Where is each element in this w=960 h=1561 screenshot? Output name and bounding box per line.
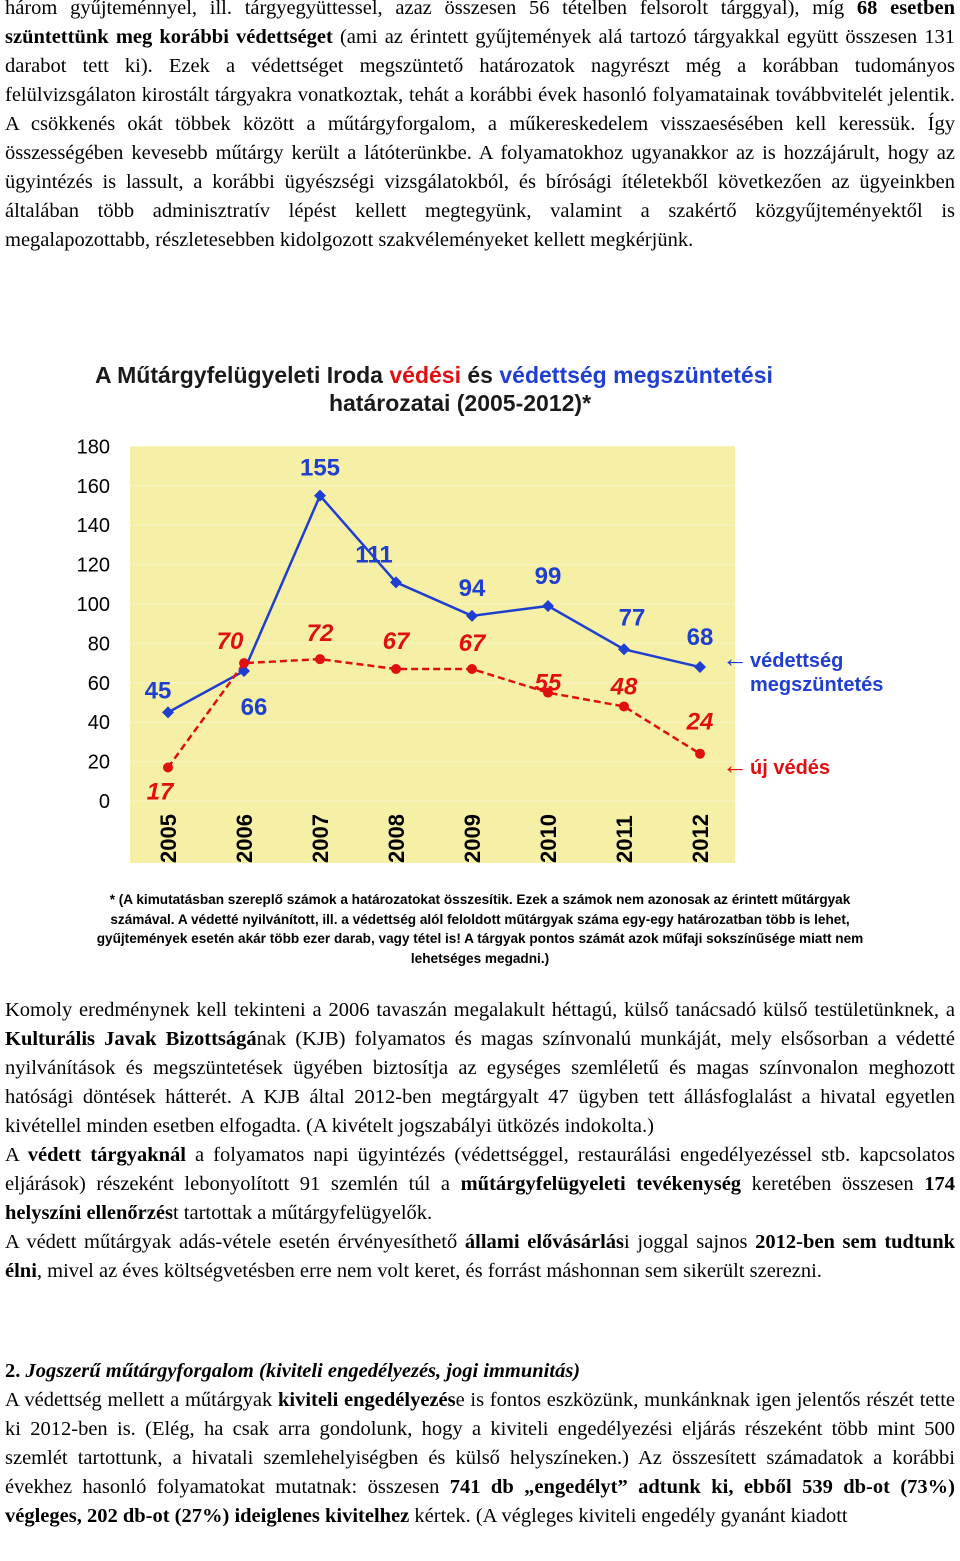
legend-note-blue-line-1: védettség xyxy=(750,650,844,672)
pre-bold-1: állami elővásárlás xyxy=(464,1231,625,1253)
insp-bold-3: 174 helyszíni ellenőrzés xyxy=(5,1173,955,1224)
data-label-blue-2008: 111 xyxy=(355,541,393,569)
insp-text-1: A xyxy=(5,1144,28,1166)
legend-arrow-blue: ← xyxy=(722,643,748,673)
intro-paragraph xyxy=(5,0,955,255)
exp-text-3: kértek. (A végleges kiviteli engedély gyanánt kiadott xyxy=(409,1505,848,1527)
insp-text-4: t tartottak a műtárgyfelügyelők. xyxy=(172,1202,433,1224)
x-tick-label-2010: 2010 xyxy=(536,814,561,863)
insp-bold-1: védett tárgyaknál xyxy=(27,1144,186,1166)
kjb-text-1: Komoly eredménynek kell tekinteni a 2006 tavaszán megalakult héttagú, külső tanácsadó külső testületünknek, a xyxy=(5,999,955,1021)
legend-arrow-red: ← xyxy=(722,750,748,780)
data-label-blue-2005: 45 xyxy=(144,677,172,705)
pre-text-2: i joggal sajnos xyxy=(624,1231,756,1253)
footnote-line-1: * (A kimutatásban szereplő számok a határozatokat összesítik. Ezek a számok nem azonosak az érintett műtárgyak xyxy=(109,892,851,907)
pre-bold-2: 2012-ben sem tudtunk élni xyxy=(5,1231,955,1282)
y-tick-label-120: 120 xyxy=(76,554,110,577)
footnote-line-3: gyűjtemények esetén akár több ezer darab, vagy tétel is! A tárgyak pontos számát azok műfaji sokszínűsége miatt nem xyxy=(96,931,864,946)
x-tick-label-2005: 2005 xyxy=(156,814,181,863)
y-tick-label-60: 60 xyxy=(87,672,110,695)
insp-bold-2: műtárgyfelügyeleti tevékenység xyxy=(460,1173,742,1195)
section-2-number: 2. xyxy=(5,1360,26,1382)
x-tick-label-2007: 2007 xyxy=(308,814,333,863)
chart-svg xyxy=(0,355,960,885)
data-label-red-2009: 67 xyxy=(458,630,486,658)
chart-footnote xyxy=(0,890,960,968)
marker-red-2009 xyxy=(467,664,477,674)
exp-text-2: e is fontos eszközünk, munkánknak igen jelentős részét tette ki 2012-ben is. (Elég, ha csak arra gondolunk, hogy a kiviteli engedélyezési eljárás részeként több mint 500 szemlét tartottunk, a hivatali szemlehelyiségben és külső helyszíneken.) Az összesített számadatok a korábbi évekhez hasonló folyamatokat mutatnak: összesen xyxy=(5,1389,955,1498)
y-tick-label-180: 180 xyxy=(76,436,110,459)
intro-text-1: három gyűjteménnyel, ill. tárgyegyüttessel, azaz összesen 56 tételben felsorolt tárggyal), míg xyxy=(5,0,857,19)
data-label-red-2012: 24 xyxy=(686,708,714,736)
chart-title-line-2: határozatai (2005-2012)* xyxy=(328,390,592,416)
body-paragraphs xyxy=(5,996,955,1286)
chart-title-part-1: védési xyxy=(389,362,461,388)
legend-note-blue-line-2: megszüntetés xyxy=(750,674,884,696)
marker-red-2011 xyxy=(619,701,629,711)
kjb-paragraph xyxy=(5,996,955,1141)
marker-red-2006 xyxy=(239,658,249,668)
chart-title-part-2: és xyxy=(460,362,500,388)
marker-red-2008 xyxy=(391,664,401,674)
marker-red-2005 xyxy=(163,763,173,773)
data-label-red-2005: 17 xyxy=(146,778,174,806)
data-label-red-2010: 55 xyxy=(534,669,562,697)
y-tick-label-40: 40 xyxy=(87,712,110,735)
chart-title-part-0: A Műtárgyfelügyeleti Iroda xyxy=(95,362,390,388)
section-2-title: Jogszerű műtárgyforgalom (kiviteli engedélyezés, jogi immunitás) xyxy=(25,1360,581,1382)
y-tick-label-140: 140 xyxy=(76,515,110,538)
y-tick-label-160: 160 xyxy=(76,475,110,498)
data-label-blue-2007: 155 xyxy=(299,454,341,482)
exp-text-1: A védettség mellett a műtárgyak xyxy=(5,1389,278,1411)
insp-text-3: keretében összesen xyxy=(741,1173,925,1195)
data-label-blue-2011: 77 xyxy=(618,604,646,632)
data-label-red-2007: 72 xyxy=(306,620,334,648)
y-tick-label-100: 100 xyxy=(76,594,110,616)
marker-red-2012 xyxy=(695,749,705,759)
marker-red-2007 xyxy=(315,654,325,664)
x-tick-label-2006: 2006 xyxy=(232,814,257,863)
intro-bold-text: 68 esetben szüntettünk meg korábbi védettséget xyxy=(5,0,955,48)
data-label-blue-2009: 94 xyxy=(458,574,486,602)
kjb-text-2: nak (KJB) folyamatos és magas színvonalú munkáját, mely elsősorban a védetté nyilvánítások és megszüntetések ügyében biztosítja az egységes szemléletű és magas színvonalon meghozott hatósági döntések hátterét. A KJB által 2012-ben megtárgyalt 47 ügyben tett állásfoglalást a hivatal egyetlen kivétellel minden esetben elfogadta. (A kivételt jogszabályi ütközés indokolta.) xyxy=(5,1028,955,1137)
section-2 xyxy=(5,1357,955,1531)
data-label-blue-2010: 99 xyxy=(534,562,562,590)
insp-text-2: a folyamatos napi ügyintézés (védettséggel, restaurálási engedélyezéssel stb. kapcsolatos eljárások) részeként lebonyolított 91 szemlén túl a xyxy=(5,1144,955,1195)
export-paragraph xyxy=(5,1386,955,1531)
chart-title-part-3: védettség megszüntetési xyxy=(499,362,773,388)
preemption-paragraph xyxy=(5,1228,955,1286)
x-tick-label-2012: 2012 xyxy=(688,814,713,863)
inspection-paragraph xyxy=(5,1141,955,1228)
x-tick-label-2009: 2009 xyxy=(460,814,485,863)
footnote-line-4: lehetséges megadni.) xyxy=(410,950,550,966)
legend-note-red-line-1: új védés xyxy=(750,757,831,779)
x-tick-label-2011: 2011 xyxy=(612,815,637,863)
x-tick-label-2008: 2008 xyxy=(384,814,409,863)
data-label-blue-2006: 66 xyxy=(240,693,268,721)
section-2-heading xyxy=(5,1357,955,1386)
kjb-bold: Kulturális Javak Bizottságá xyxy=(5,1028,257,1050)
chart-title-line-1 xyxy=(95,362,773,388)
exp-bold-2: 741 db „engedélyt” adtunk ki, ebből 539 db-ot (73%) végleges, 202 db-ot (27%) ideiglenes kivitelhez xyxy=(5,1476,955,1527)
data-label-red-2006: 70 xyxy=(216,628,244,656)
pre-text-3: , mivel az éves költségvetésben erre nem volt keret, és forrást máshonnan sem sikerült szerezni. xyxy=(36,1260,822,1282)
y-tick-label-0: 0 xyxy=(98,791,110,813)
line-chart xyxy=(0,355,960,885)
intro-text-2: (ami az érintett gyűjtemények alá tartozó tárgyakkal együtt összesen 131 darabot tett ki). Ezek a védettséget megszüntető határozatok nagyrészt még a korábban tudományos felülvizsgálaton kirostált tárgyakra vonatkoztak, tehát a korábbi évek hasonló folyamatainak továbbvitelét jelentik. A csökkenés okát többek között a műtárgyforgalom, a műkereskedelem visszaesésében kell keressük. Így összességében kevesebb műtárgy került a látóterünkbe. A folyamatokhoz ugyanakkor az is hozzájárult, hogy az ügyintézés is lassult, a korábbi ügyészségi vizsgálatokból, és bírósági ítéletekből következően az ügyeinkben általában több adminisztratív lépést kellett megtegyünk, valamint a szakértő közgyűjteményektől is megalapozottabb, részletesebben kidolgozott szakvéleményeket kellett megkérjünk. xyxy=(5,26,955,251)
data-label-red-2011: 48 xyxy=(610,673,638,701)
pre-text-1: A védett műtárgyak adás-vétele esetén érvényesíthető xyxy=(5,1231,465,1253)
data-label-red-2008: 67 xyxy=(382,628,410,656)
exp-bold-1: kiviteli engedélyezés xyxy=(277,1389,456,1411)
y-tick-label-20: 20 xyxy=(87,751,110,774)
footnote-line-2: számával. A védetté nyilvánított, ill. a védettség alól feloldott műtárgyak száma egy-egy határozatban több is lehet, xyxy=(110,911,850,927)
y-tick-label-80: 80 xyxy=(87,633,110,656)
data-label-blue-2012: 68 xyxy=(686,624,714,652)
